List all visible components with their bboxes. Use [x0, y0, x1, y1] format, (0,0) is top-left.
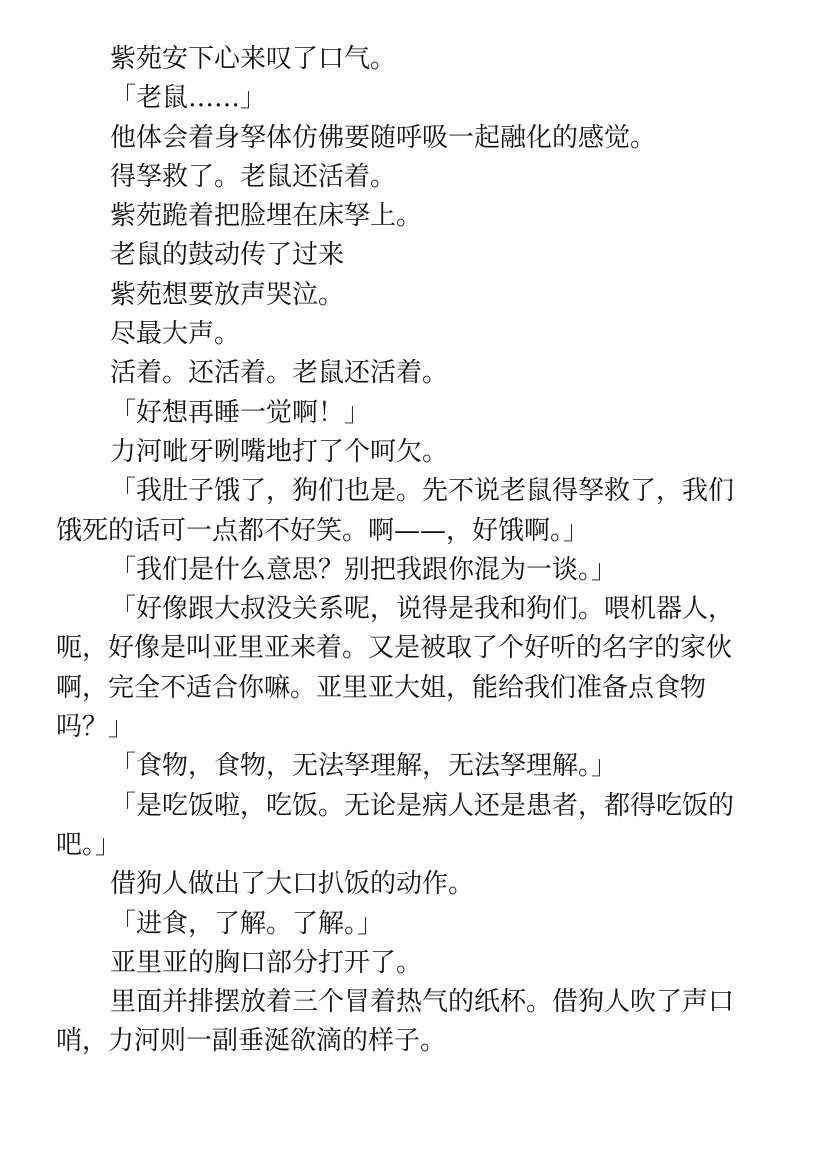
paragraph: 「食物，食物，无法孥理解，无法孥理解。」: [110, 751, 618, 782]
paragraph: 他体会着身孥体仿佛要随呼吸一起融化的感觉。: [110, 122, 657, 153]
paragraph: 「我肚子饿了，狗们也是。先不说老鼠得孥救了，我们饿死的话可一点都不好笑。啊——，好饿啊。」: [56, 476, 735, 546]
paragraph: 紫苑想要放声哭泣。: [110, 279, 345, 310]
paragraph: 「好像跟大叔没关系呢，说得是我和狗们。喂机器人，呃，好像是叫亚里亚来着。又是被取了个好听的名字的家伙啊，完全不适合你嘛。亚里亚大姐，能给我们准备点食物吗？」: [56, 594, 735, 743]
paragraph: 尽最大声。: [110, 319, 241, 350]
document-body: [56, 40, 756, 1062]
paragraph: 紫苑安下心来叹了口气。: [110, 44, 397, 74]
paragraph: 「老鼠……」: [110, 83, 267, 114]
paragraph: 「是吃饭啦，吃饭。无论是病人还是患者，都得吃饭的吧。」: [56, 790, 735, 860]
paragraph: 得孥救了。老鼠还活着。: [110, 161, 397, 192]
paragraph: 「我们是什么意思？别把我跟你混为一谈。」: [110, 554, 618, 585]
paragraph: 「好想再睡一觉啊！」: [110, 397, 371, 428]
paragraph: 里面并排摆放着三个冒着热气的纸杯。借狗人吹了声口哨，力河则一副垂涎欲滴的样子。: [56, 987, 735, 1057]
paragraph: 老鼠的鼓动传了过来: [110, 240, 345, 271]
paragraph: 力河呲牙咧嘴地打了个呵欠。: [110, 436, 449, 467]
paragraph: 活着。还活着。老鼠还活着。: [110, 358, 449, 389]
paragraph: 「进食，了解。了解。」: [110, 908, 384, 939]
paragraph: 亚里亚的胸口部分打开了。: [110, 947, 423, 978]
paragraph: 借狗人做出了大口扒饭的动作。: [110, 869, 475, 900]
paragraph: 紫苑跪着把脸埋在床孥上。: [110, 201, 423, 232]
